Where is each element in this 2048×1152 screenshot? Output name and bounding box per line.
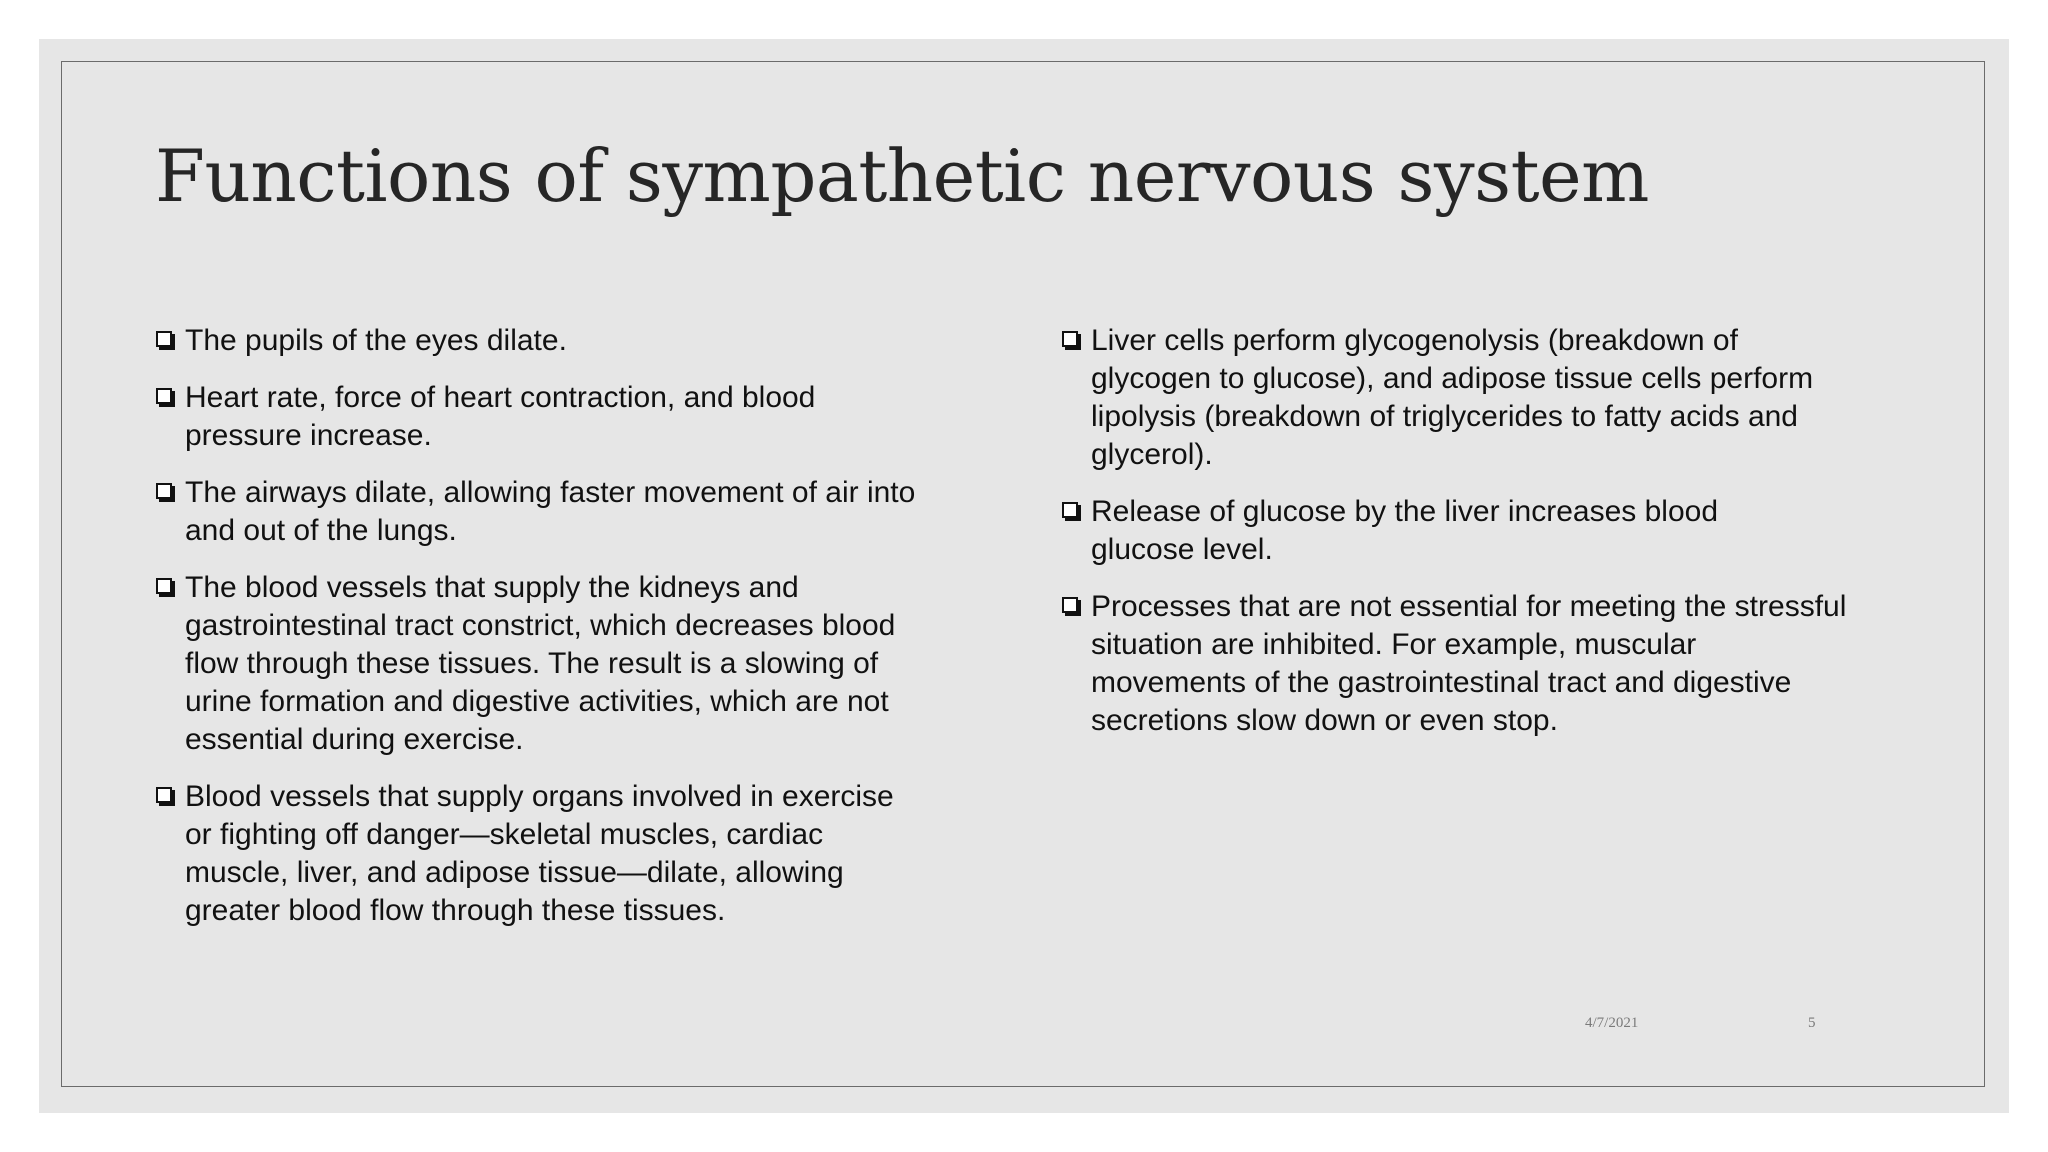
slide-title: Functions of sympathetic nervous system bbox=[155, 134, 1649, 218]
bullet-text: Processes that are not essential for meeting the stressful situation are inhibited. For example, muscular movements of the gastrointestinal tract and digestive secretions slow down or even stop. bbox=[1091, 590, 1847, 737]
bullet-text: Liver cells perform glycogenolysis (breakdown of glycogen to glucose), and adipose tissue cells perform lipolysis (breakdown of triglycerides to fatty acids and glycerol). bbox=[1091, 324, 1814, 471]
checkbox-bullet-icon bbox=[156, 388, 172, 404]
bullet-text: Blood vessels that supply organs involved in exercise or fighting off danger—skeletal muscles, cardiac muscle, liver, and adipose tissue—dilate, allowing greater blood flow through these tissues. bbox=[185, 780, 894, 927]
bullet-item bbox=[156, 474, 945, 550]
checkbox-bullet-icon bbox=[1062, 331, 1078, 347]
checkbox-bullet-icon bbox=[156, 483, 172, 499]
left-bullet-column bbox=[156, 322, 986, 949]
checkbox-bullet-icon bbox=[156, 331, 172, 347]
bullet-item bbox=[156, 379, 895, 455]
bullet-item bbox=[156, 778, 920, 930]
bullet-item bbox=[156, 569, 920, 759]
right-bullet-column bbox=[1062, 322, 1892, 759]
slide-number: 5 bbox=[1808, 1015, 1816, 1031]
bullet-item bbox=[156, 322, 986, 360]
bullet-text: Heart rate, force of heart contraction, and blood pressure increase. bbox=[185, 381, 816, 452]
checkbox-bullet-icon bbox=[156, 787, 172, 803]
bullet-text: The pupils of the eyes dilate. bbox=[185, 324, 567, 357]
bullet-text: The airways dilate, allowing faster movement of air into and out of the lungs. bbox=[185, 476, 916, 547]
checkbox-bullet-icon bbox=[156, 578, 172, 594]
footer-date: 4/7/2021 bbox=[1585, 1015, 1639, 1031]
bullet-text: Release of glucose by the liver increases blood glucose level. bbox=[1091, 495, 1719, 566]
bullet-item bbox=[1062, 493, 1821, 569]
bullet-item bbox=[1062, 322, 1851, 474]
checkbox-bullet-icon bbox=[1062, 502, 1078, 518]
bullet-text: The blood vessels that supply the kidneys and gastrointestinal tract constrict, which decreases blood flow through these tissues. The result is a slowing of urine formation and digestive activities, which are not essential during exercise. bbox=[185, 571, 896, 756]
bullet-item bbox=[1062, 588, 1851, 740]
checkbox-bullet-icon bbox=[1062, 597, 1078, 613]
